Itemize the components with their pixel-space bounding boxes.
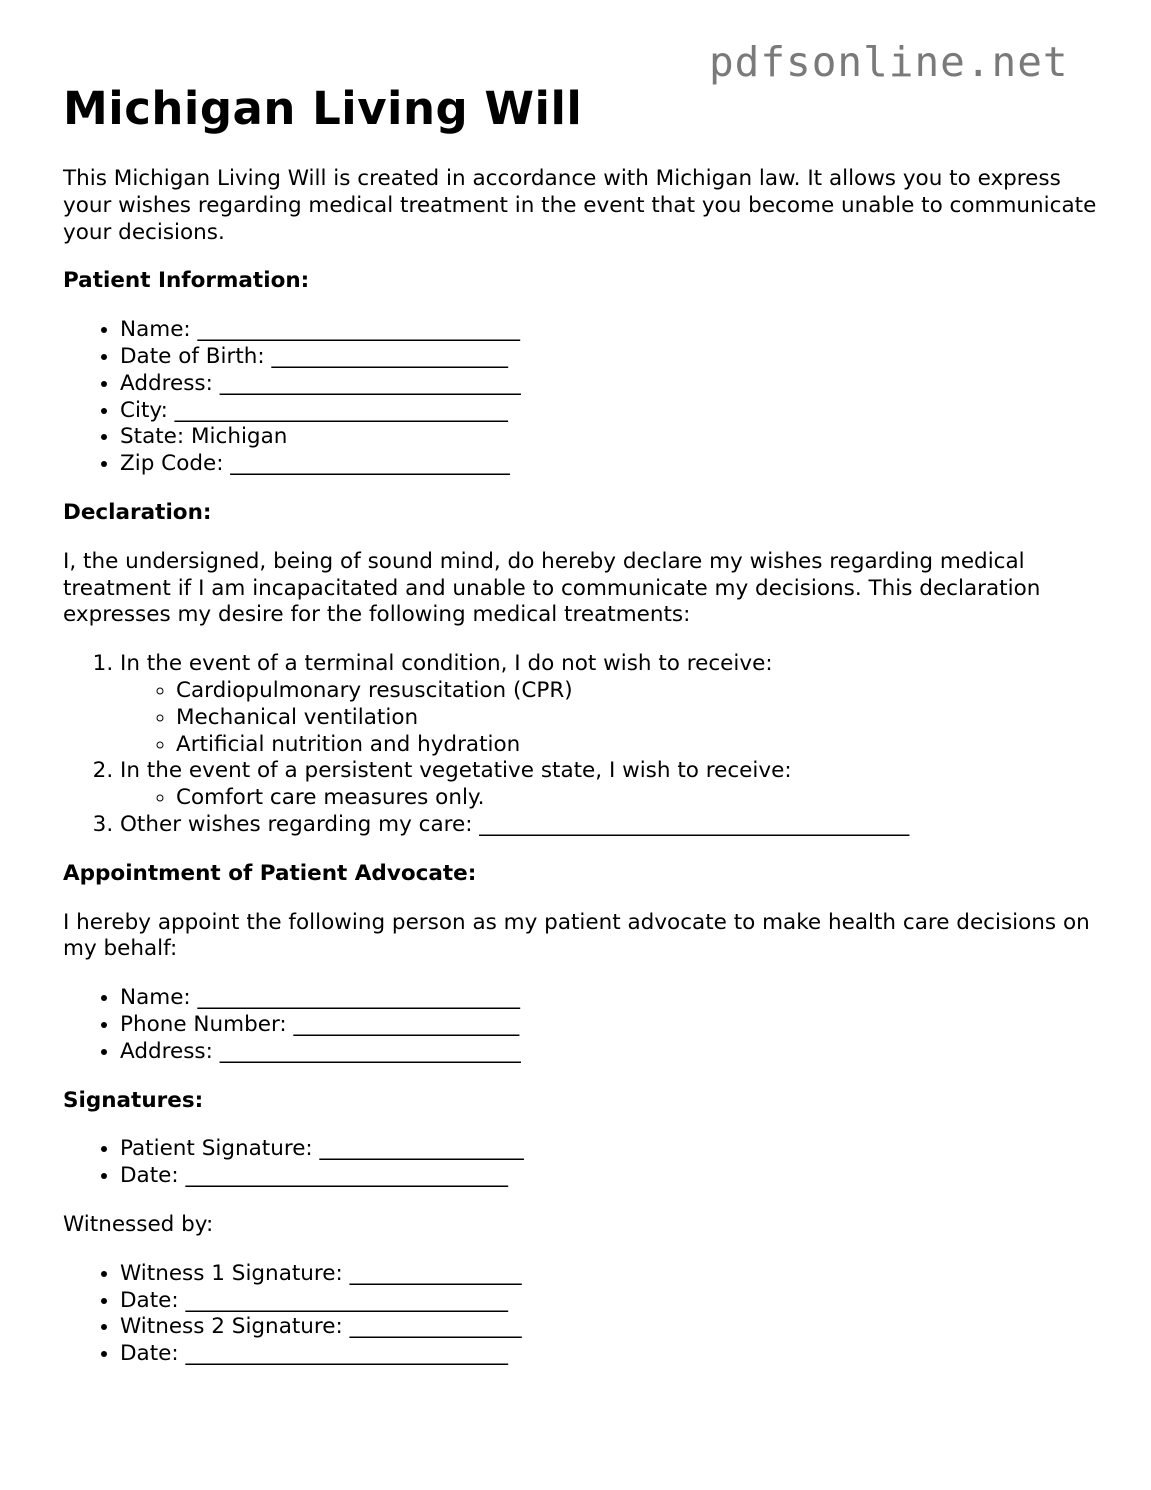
patient-info-heading: Patient Information: bbox=[63, 268, 310, 294]
watermark: pdfsonline.net bbox=[709, 38, 1069, 86]
declaration-subitem: ◦ Mechanical ventilation bbox=[176, 705, 1103, 732]
declaration-item bbox=[120, 812, 1103, 839]
witness1-date-field: • Date: ______________________________ bbox=[120, 1288, 1103, 1315]
declaration-item-text: In the event of a terminal condition, I do not wish to receive: bbox=[120, 651, 773, 677]
declaration-item-text: Other wishes regarding my care: ________________________________________ bbox=[120, 811, 910, 837]
advocate-address-field: • Address: ____________________________ bbox=[120, 1039, 1103, 1066]
declaration-subitem: ◦ Cardiopulmonary resuscitation (CPR) bbox=[176, 678, 1103, 705]
patient-zip-field: • Zip Code: __________________________ bbox=[120, 451, 1103, 478]
patient-state-field: • State: Michigan bbox=[120, 424, 1103, 451]
advocate-phone-field: • Phone Number: _____________________ bbox=[120, 1012, 1103, 1039]
witness2-date-field: • Date: ______________________________ bbox=[120, 1341, 1103, 1368]
declaration-paragraph: I, the undersigned, being of sound mind, do hereby declare my wishes regarding medical treatment if I am incapacitated and unable to communicate my decisions. This declaration expresses my desire for the following medical treatments: bbox=[63, 548, 1041, 628]
signatures-heading: Signatures: bbox=[63, 1087, 204, 1113]
document-title: Michigan Living Will bbox=[63, 82, 583, 135]
witness-list bbox=[63, 1261, 1103, 1368]
signatures-list bbox=[63, 1136, 1103, 1190]
patient-name-field: • Name: ______________________________ bbox=[120, 317, 1103, 344]
patient-date-field: • Date: ______________________________ bbox=[120, 1163, 1103, 1190]
witness2-signature-field: • Witness 2 Signature: ________________ bbox=[120, 1314, 1103, 1341]
declaration-sublist bbox=[120, 678, 1103, 758]
patient-address-field: • Address: ____________________________ bbox=[120, 371, 1103, 398]
advocate-paragraph: I hereby appoint the following person as my patient advocate to make health care decisions on my behalf: bbox=[63, 909, 1090, 962]
declaration-item-text: In the event of a persistent vegetative state, I wish to receive: bbox=[120, 758, 792, 784]
declaration-heading: Declaration: bbox=[63, 499, 212, 525]
patient-info-list bbox=[63, 317, 1103, 478]
witnessed-label: Witnessed by: bbox=[63, 1211, 214, 1237]
declaration-item bbox=[120, 651, 1103, 758]
witness1-signature-field: • Witness 1 Signature: ________________ bbox=[120, 1261, 1103, 1288]
declaration-item bbox=[120, 758, 1103, 812]
declaration-subitem: ◦ Artificial nutrition and hydration bbox=[176, 732, 1103, 759]
intro-paragraph: This Michigan Living Will is created in accordance with Michigan law. It allows you to express your wishes regarding medical treatment in the event that you become unable to communicate your decisions. bbox=[63, 166, 1097, 245]
advocate-list bbox=[63, 985, 1103, 1065]
patient-signature-field: • Patient Signature: ___________________ bbox=[120, 1136, 1103, 1163]
advocate-heading: Appointment of Patient Advocate: bbox=[63, 860, 477, 886]
document-body bbox=[63, 166, 1103, 1390]
declaration-sublist bbox=[120, 785, 1103, 812]
declaration-list bbox=[63, 651, 1103, 839]
patient-city-field: • City: _______________________________ bbox=[120, 398, 1103, 425]
patient-dob-field: • Date of Birth: ______________________ bbox=[120, 344, 1103, 371]
declaration-subitem: ◦ Comfort care measures only. bbox=[176, 785, 1103, 812]
advocate-name-field: • Name: ______________________________ bbox=[120, 985, 1103, 1012]
